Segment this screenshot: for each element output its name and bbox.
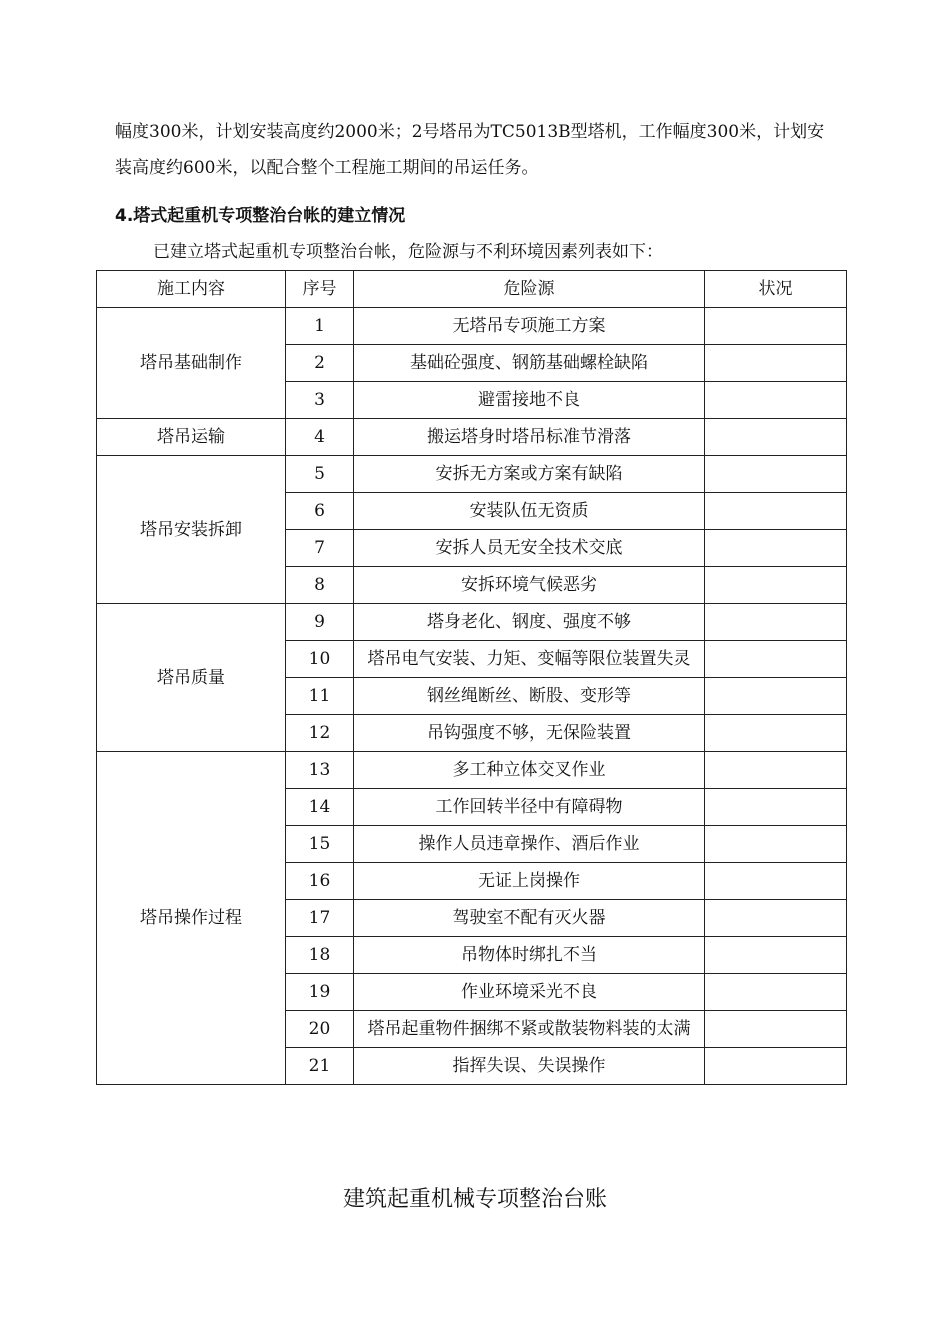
hazard-cell: 钢丝绳断丝、断股、变形等 <box>354 678 705 715</box>
status-cell <box>705 567 847 604</box>
status-cell <box>705 826 847 863</box>
document-caption: 建筑起重机械专项整治台账 <box>342 1187 607 1212</box>
row-number-cell: 17 <box>286 900 354 937</box>
status-cell <box>705 1048 847 1085</box>
hazard-cell: 搬运塔身时塔吊标准节滑落 <box>354 419 705 456</box>
row-number-cell: 21 <box>286 1048 354 1085</box>
header-hazard: 危险源 <box>354 271 705 308</box>
status-cell <box>705 1011 847 1048</box>
hazard-table <box>96 270 847 1085</box>
construction-content-cell: 塔吊质量 <box>97 604 286 752</box>
status-cell <box>705 752 847 789</box>
hazard-cell: 塔吊起重物件捆绑不紧或散装物料装的太满 <box>354 1011 705 1048</box>
construction-content-cell: 塔吊运输 <box>97 419 286 456</box>
hazard-cell: 指挥失误、失误操作 <box>354 1048 705 1085</box>
row-number-cell: 5 <box>286 456 354 493</box>
hazard-cell: 驾驶室不配有灭火器 <box>354 900 705 937</box>
row-number-cell: 14 <box>286 789 354 826</box>
row-number-cell: 8 <box>286 567 354 604</box>
row-number-cell: 7 <box>286 530 354 567</box>
row-number-cell: 13 <box>286 752 354 789</box>
status-cell <box>705 789 847 826</box>
header-status: 状况 <box>705 271 847 308</box>
hazard-cell: 安拆人员无安全技术交底 <box>354 530 705 567</box>
table-body <box>97 308 847 1085</box>
row-number-cell: 2 <box>286 345 354 382</box>
body-paragraph-line-2: 装高度约600米，以配合整个工程施工期间的吊运任务。 <box>115 158 539 178</box>
body-paragraph-line-1: 幅度300米，计划安装高度约2000米；2号塔吊为TC5013B型塔机，工作幅度300米，计划安 <box>115 122 825 142</box>
status-cell <box>705 345 847 382</box>
hazard-cell: 吊物体时绑扎不当 <box>354 937 705 974</box>
hazard-cell: 工作回转半径中有障碍物 <box>354 789 705 826</box>
row-number-cell: 3 <box>286 382 354 419</box>
row-number-cell: 18 <box>286 937 354 974</box>
hazard-cell: 塔吊电气安装、力矩、变幅等限位装置失灵 <box>354 641 705 678</box>
hazard-cell: 多工种立体交叉作业 <box>354 752 705 789</box>
status-cell <box>705 456 847 493</box>
hazard-cell: 无塔吊专项施工方案 <box>354 308 705 345</box>
row-number-cell: 12 <box>286 715 354 752</box>
status-cell <box>705 604 847 641</box>
header-content: 施工内容 <box>97 271 286 308</box>
row-number-cell: 10 <box>286 641 354 678</box>
hazard-cell: 操作人员违章操作、酒后作业 <box>354 826 705 863</box>
status-cell <box>705 382 847 419</box>
row-number-cell: 6 <box>286 493 354 530</box>
hazard-cell: 安拆无方案或方案有缺陷 <box>354 456 705 493</box>
row-number-cell: 1 <box>286 308 354 345</box>
status-cell <box>705 308 847 345</box>
status-cell <box>705 530 847 567</box>
hazard-cell: 安装队伍无资质 <box>354 493 705 530</box>
table-intro: 已建立塔式起重机专项整治台帐，危险源与不利环境因素列表如下： <box>153 242 663 262</box>
status-cell <box>705 419 847 456</box>
hazard-cell: 塔身老化、钢度、强度不够 <box>354 604 705 641</box>
table-row <box>97 308 847 345</box>
hazard-cell: 避雷接地不良 <box>354 382 705 419</box>
hazard-cell: 无证上岗操作 <box>354 863 705 900</box>
hazard-cell: 基础砼强度、钢筋基础螺栓缺陷 <box>354 345 705 382</box>
table-row <box>97 456 847 493</box>
status-cell <box>705 493 847 530</box>
status-cell <box>705 641 847 678</box>
status-cell <box>705 900 847 937</box>
construction-content-cell: 塔吊安装拆卸 <box>97 456 286 604</box>
row-number-cell: 11 <box>286 678 354 715</box>
table-header-row <box>97 271 847 308</box>
status-cell <box>705 974 847 1011</box>
table-row <box>97 419 847 456</box>
status-cell <box>705 863 847 900</box>
status-cell <box>705 937 847 974</box>
table-row <box>97 604 847 641</box>
header-number: 序号 <box>286 271 354 308</box>
row-number-cell: 4 <box>286 419 354 456</box>
hazard-cell: 安拆环境气候恶劣 <box>354 567 705 604</box>
construction-content-cell: 塔吊基础制作 <box>97 308 286 419</box>
section-heading: 4.塔式起重机专项整治台帐的建立情况 <box>115 206 406 226</box>
status-cell <box>705 715 847 752</box>
row-number-cell: 20 <box>286 1011 354 1048</box>
hazard-cell: 吊钩强度不够，无保险装置 <box>354 715 705 752</box>
row-number-cell: 9 <box>286 604 354 641</box>
construction-content-cell: 塔吊操作过程 <box>97 752 286 1085</box>
hazard-cell: 作业环境采光不良 <box>354 974 705 1011</box>
row-number-cell: 15 <box>286 826 354 863</box>
row-number-cell: 19 <box>286 974 354 1011</box>
table-row <box>97 752 847 789</box>
row-number-cell: 16 <box>286 863 354 900</box>
status-cell <box>705 678 847 715</box>
